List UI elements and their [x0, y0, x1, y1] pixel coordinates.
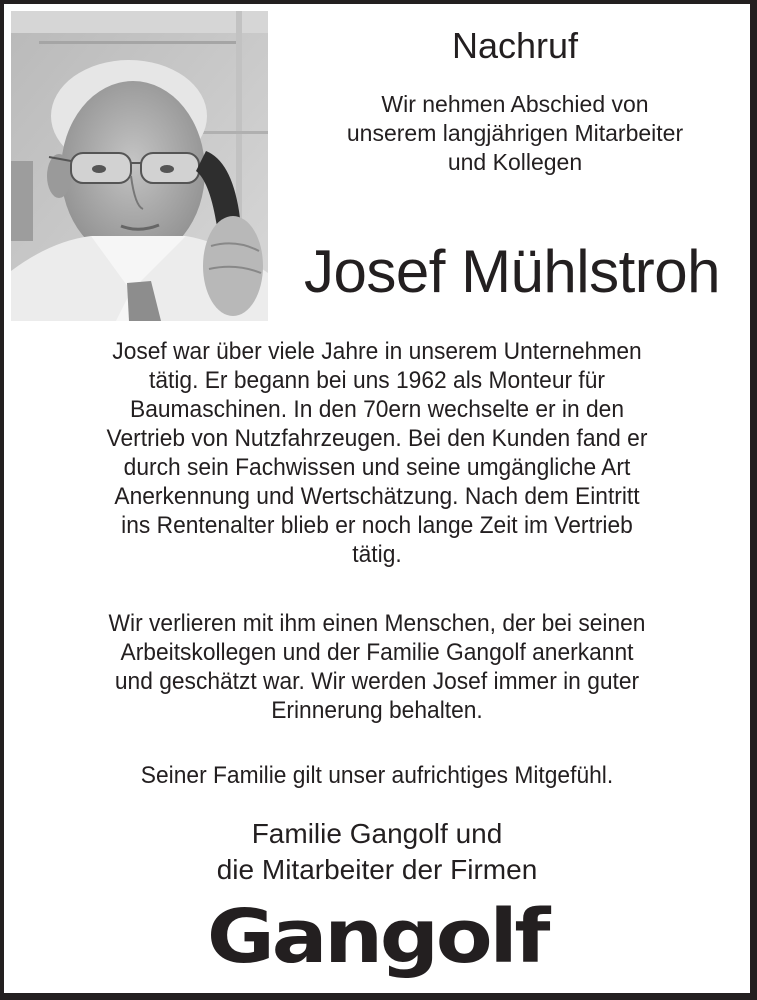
condolence-line: Seiner Familie gilt unser aufrichtiges Mitgefühl.: [140, 762, 614, 789]
heading-nachruf: Nachruf: [451, 25, 579, 66]
paragraph-line: Arbeitskollegen und der Familie Gangolf anerkannt: [120, 639, 634, 666]
paragraph-line: Erinnerung behalten.: [271, 697, 483, 724]
paragraph-line: ins Rentenalter blieb er noch lange Zeit im Vertrieb: [121, 512, 633, 539]
gangolf-logo: Gangolf: [206, 894, 548, 980]
tribute-paragraph: [30, 609, 724, 725]
intro-line: Wir nehmen Abschied von: [381, 91, 649, 117]
paragraph-line: Baumaschinen. In den 70ern wechselte er in den: [129, 396, 625, 423]
signature-line: die Mitarbeiter der Firmen: [216, 854, 538, 885]
paragraph-line: und geschätzt war. Wir werden Josef immer in guter: [114, 668, 640, 695]
intro-line: unserem langjährigen Mitarbeiter: [346, 120, 684, 146]
deceased-name: Josef Mühlstroh: [303, 238, 720, 305]
signature-line: Familie Gangolf und: [251, 818, 503, 849]
paragraph-line: Vertrieb von Nutzfahrzeugen. Bei den Kunden fand er: [106, 425, 648, 452]
paragraph-line: Wir verlieren mit ihm einen Menschen, der bei seinen: [108, 610, 646, 637]
paragraph-line: Josef war über viele Jahre in unserem Unternehmen: [112, 338, 642, 365]
portrait-photo: [11, 11, 268, 321]
paragraph-line: durch sein Fachwissen und seine umgängliche Art: [123, 454, 631, 481]
paragraph-line: tätig. Er begann bei uns 1962 als Monteur für: [149, 367, 605, 394]
paragraph-line: Anerkennung und Wertschätzung. Nach dem Eintritt: [114, 483, 640, 510]
intro-line: und Kollegen: [447, 149, 583, 175]
obituary-notice: [4, 4, 750, 993]
paragraph-line: tätig.: [352, 541, 402, 568]
intro-text: [280, 90, 750, 177]
portrait-image: [11, 11, 268, 321]
signature: [4, 816, 750, 888]
biography-paragraph: [30, 337, 724, 569]
